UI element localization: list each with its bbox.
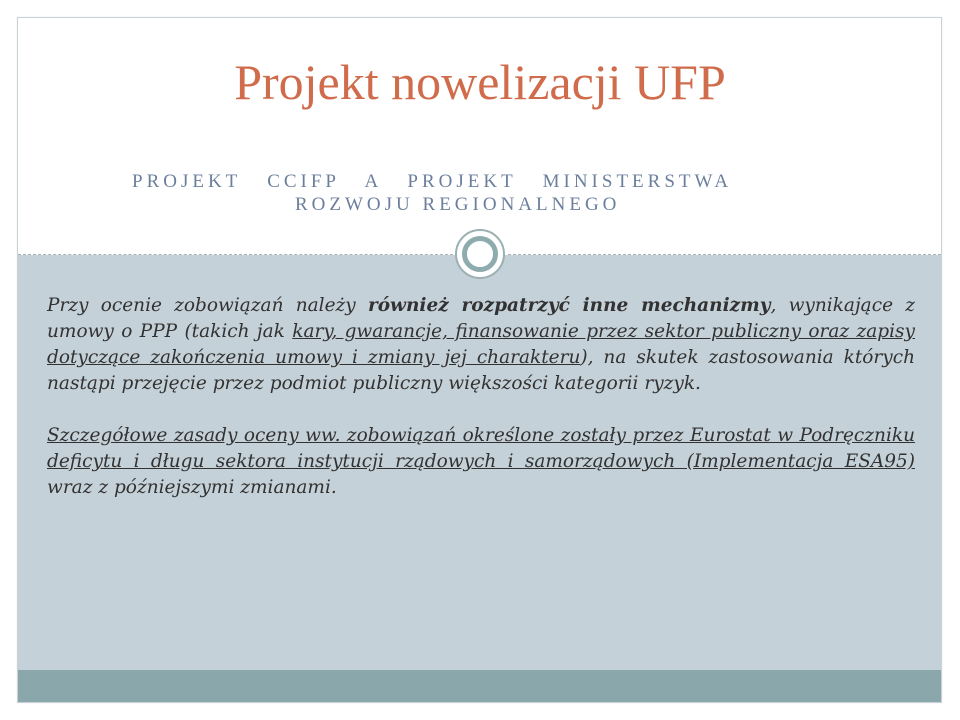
paragraph-eurostat bbox=[47, 423, 915, 501]
subtitle-line-2: ROZWOJU REGIONALNEGO bbox=[295, 194, 621, 215]
divider-line-left bbox=[18, 254, 458, 255]
slide-subtitle bbox=[132, 170, 852, 216]
paragraph-2-text: wraz z późniejszymi zmianami. bbox=[47, 477, 337, 498]
ring-inner bbox=[462, 236, 498, 272]
subtitle-line-1: PROJEKT CCIFP A PROJEKT MINISTERSTWA bbox=[132, 171, 733, 192]
slide-title: Projekt nowelizacji UFP bbox=[234, 54, 726, 110]
paragraph-1-emphasis: również rozpatrzyć inne mechanizmy bbox=[367, 295, 771, 316]
eurostat-manual-link[interactable]: Szczegółowe zasady oceny ww. zobowiązań określone zostały przez Eurostat w Podręczniku deficytu i długu sektora instytucji rządowych i samorządowych (Implementacja ESA95) bbox=[47, 425, 915, 472]
paragraph-1-text-a: Przy ocenie zobowiązań należy bbox=[47, 295, 368, 316]
footer-bar bbox=[18, 670, 941, 702]
slide-body bbox=[47, 293, 915, 501]
mechanisms-link[interactable]: kary, gwarancje, finansowanie przez sektor publiczny oraz zapisy dotyczące zakończenia umowy i zmiany jej charakteru bbox=[47, 321, 915, 368]
ring-ornament-icon bbox=[455, 229, 505, 279]
divider-line-right bbox=[508, 254, 941, 255]
paragraph-1-text-b: , wynikające z umowy o PPP (takich jak bbox=[47, 295, 915, 342]
paragraph-obligations bbox=[47, 293, 915, 397]
paragraph-1-text-c: ), na skutek zastosowania których nastąpi przejęcie przez podmiot publiczny większości kategorii ryzyk. bbox=[47, 347, 915, 394]
